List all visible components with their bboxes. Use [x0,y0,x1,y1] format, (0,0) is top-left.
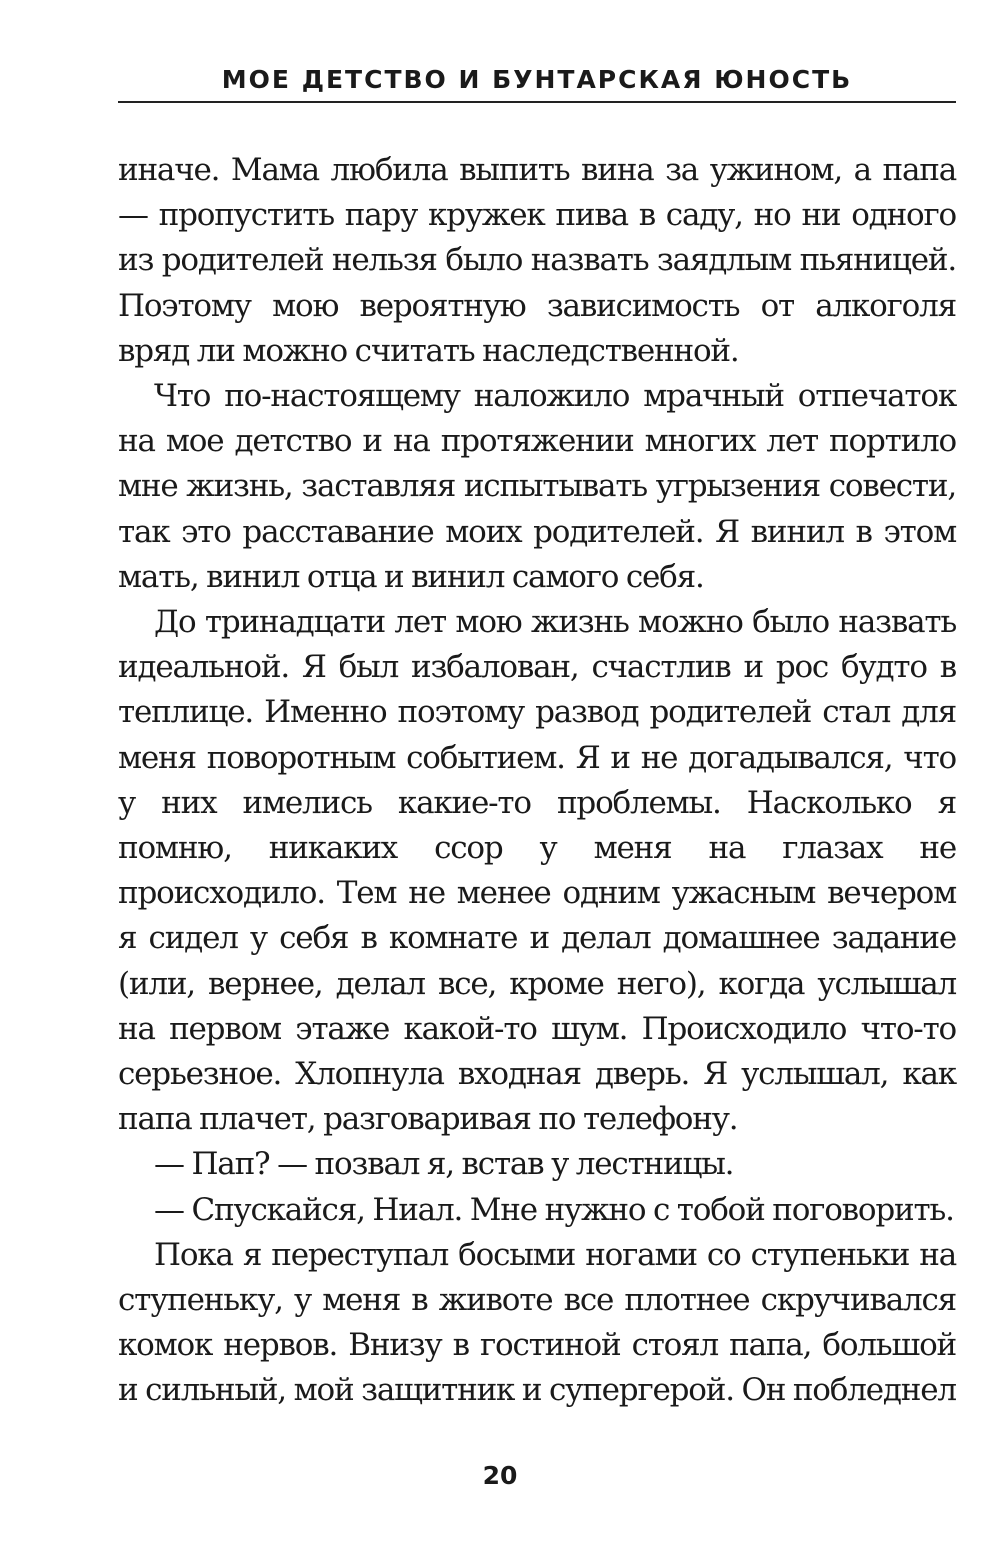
body-text [118,148,956,1414]
running-header: МОЕ ДЕТСТВО И БУНТАРСКАЯ ЮНОСТЬ [221,65,853,94]
paragraph: Что по-настоящему наложило мрачный отпечаток на мое детство и на протяжении многих лет портило мне жизнь, заставляя испытывать угрызения совести, так это расставание моих родителей. Я винил в этом мать, винил отца и винил самого себя. [118,378,956,595]
dialogue-line: — Спускайся, Ниал. Мне нужно с тобой поговорить. [154,1191,954,1228]
header-rule [118,101,956,103]
page-number: 20 [482,1461,518,1490]
dialogue-line: — Пап? — позвал я, встав у лестницы. [154,1146,734,1183]
paragraph: До тринадцати лет мою жизнь можно было назвать идеальной. Я был избалован, счастлив и рос будто в теплице. Именно поэтому развод родителей стал для меня поворотным событием. Я и не догадывался, что у них имелись какие-то проблемы. Насколько я помню, никаких ссор у меня на глазах не происходило. Тем не менее одним ужасным вечером я сидел у себя в комнате и делал домашнее задание (или, вернее, делал все, кроме него), когда услышал на первом этаже какой-то шум. Происходило что-то серьезное. Хлопнула входная дверь. Я услышал, как папа плачет, разговаривая по телефону. [118,604,956,1138]
paragraph-continuation: иначе. Мама любила выпить вина за ужином, а папа — пропустить пару кружек пива в саду, но ни одного из родителей нельзя было назвать заядлым пьяницей. Поэтому мою вероятную зависимость от алкоголя вряд ли можно считать наследственной. [118,152,956,369]
paragraph: Пока я переступал босыми ногами со ступеньки на ступеньку, у меня в животе все плотнее скручивался комок нервов. Внизу в гостиной стоял папа, большой и сильный, мой защитник и супергерой. Он побледнел [118,1236,956,1409]
